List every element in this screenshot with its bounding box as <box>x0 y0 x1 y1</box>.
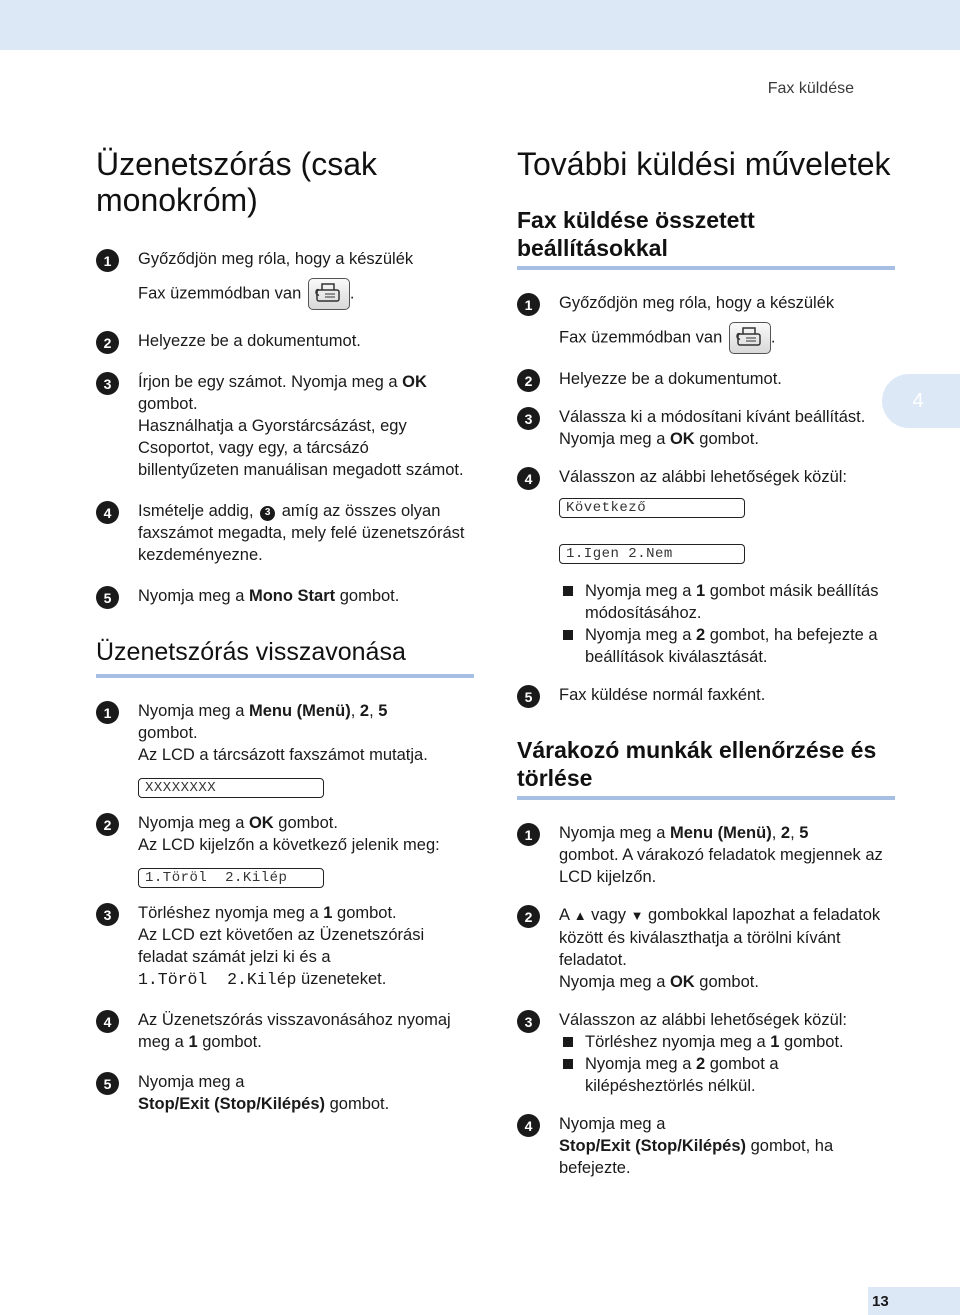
bullet-text: gombot a kilépésheztörlés nélkül. <box>585 1055 779 1095</box>
step-text: gombokkal lapozhat a feladatok között és kiválaszthatja a törölni kívánt feladatot. <box>559 906 881 969</box>
key-name: 2 <box>695 626 706 644</box>
step-text: Válasszon az alábbi lehetőségek közül: <box>559 1011 848 1029</box>
key-name: 5 <box>799 824 809 842</box>
step-text: Nyomja meg a <box>138 814 249 832</box>
key-name: Stop/Exit (Stop/Kilépés) <box>559 1137 747 1155</box>
step-text: gombot. <box>138 395 198 413</box>
left-step-3 <box>96 371 474 481</box>
right-step-3 <box>517 406 895 450</box>
step-text: . <box>770 328 776 347</box>
lcd-display: 1.Igen 2.Nem <box>559 544 745 564</box>
step-reference: 3 <box>260 506 275 521</box>
top-band <box>0 0 960 50</box>
section-title-cancel-broadcast: Üzenetszórás visszavonása <box>96 637 474 678</box>
step-text: Helyezze be a dokumentumot. <box>138 332 361 350</box>
step-number: 5 <box>96 1072 119 1095</box>
step-text: Nyomja meg a <box>138 702 249 720</box>
step-text: Győződjön meg róla, hogy a készülék <box>559 294 835 312</box>
step-number: 5 <box>96 586 119 609</box>
step-text: gombot. A várakozó feladatok megjennek az LCD kijelzőn. <box>559 846 883 886</box>
step-text: Az LCD kijelzőn a következő jelenik meg: <box>138 836 440 854</box>
down-arrow-icon: ▼ <box>630 908 644 923</box>
right-step-1 <box>517 292 895 354</box>
option-bullet <box>559 1031 895 1053</box>
key-name: OK <box>669 430 695 448</box>
key-name: Stop/Exit (Stop/Kilépés) <box>138 1095 326 1113</box>
step-text: üzeneteket. <box>296 970 387 988</box>
jobs-step-2 <box>517 904 895 993</box>
bullet-text: Nyomja meg a <box>585 626 696 644</box>
option-bullet <box>559 624 895 668</box>
step-text: . <box>349 284 355 303</box>
step-number: 3 <box>96 372 119 395</box>
left-step-4 <box>96 500 474 566</box>
step-text: gombot. <box>197 1033 262 1051</box>
cancel-step-1 <box>96 700 474 798</box>
step-text: Fax küldése normál faxként. <box>559 686 766 704</box>
option-bullet <box>559 1053 895 1097</box>
step-text: gombot. <box>694 973 759 991</box>
step-text: Írjon be egy számot. Nyomja meg a <box>138 373 403 391</box>
left-column <box>96 146 474 1115</box>
left-step-1 <box>96 248 474 310</box>
step-number: 3 <box>517 407 540 430</box>
bullet-text: Törléshez nyomja meg a <box>585 1033 771 1051</box>
bullet-text: gombot. <box>779 1033 844 1051</box>
cancel-step-5 <box>96 1071 474 1115</box>
step-number: 2 <box>96 331 119 354</box>
fax-mode-icon <box>308 278 350 310</box>
step-number: 4 <box>517 467 540 490</box>
step-text: Törléshez nyomja meg a <box>138 904 324 922</box>
step-number: 1 <box>517 293 540 316</box>
step-text: Az LCD ezt követően az Üzenetszórási feladat számát jelzi ki és a <box>138 926 425 966</box>
jobs-step-4 <box>517 1113 895 1179</box>
step-text: gombot. <box>273 814 338 832</box>
step-text: Használhatja a Gyorstárcsázást, egy Csoportot, vagy egy, a tárcsázó billentyűzeten manuálisan megadott számot. <box>138 417 464 479</box>
step-text: , <box>790 824 800 842</box>
up-arrow-icon: ▲ <box>573 908 587 923</box>
step-number: 3 <box>517 1010 540 1033</box>
step-text: Válasszon az alábbi lehetőségek közül: <box>559 468 848 486</box>
step-text: Nyomja meg a <box>138 1073 245 1091</box>
step-number: 2 <box>96 813 119 836</box>
step-text: vagy <box>586 906 631 924</box>
step-number: 2 <box>517 369 540 392</box>
right-step-4 <box>517 466 895 668</box>
left-step-5 <box>96 585 474 607</box>
step-number: 5 <box>517 685 540 708</box>
key-name: OK <box>402 373 427 391</box>
section-title-broadcast: Üzenetszórás (csak monokróm) <box>96 146 377 218</box>
step-number: 4 <box>96 1010 119 1033</box>
cancel-step-4 <box>96 1009 474 1053</box>
option-bullet <box>559 580 895 624</box>
step-text: Ismételje addig, <box>138 502 259 520</box>
step-text: gombot. <box>335 587 400 605</box>
lcd-display: Következő <box>559 498 745 518</box>
step-text: , <box>771 824 781 842</box>
subsection-title-composite: Fax küldése összetett beállításokkal <box>517 206 895 270</box>
section-title-additional: További küldési műveletek <box>517 146 891 182</box>
step-text: gombot. <box>138 724 198 742</box>
lcd-message: 1.Töröl 2.Kilép <box>138 970 297 989</box>
jobs-step-1 <box>517 822 895 888</box>
step-text: Helyezze be a dokumentumot. <box>559 370 782 388</box>
step-text: Az LCD a tárcsázott faxszámot mutatja. <box>138 746 428 764</box>
step-text: , <box>350 702 360 720</box>
right-step-2 <box>517 368 895 390</box>
step-text: gombot. <box>332 904 397 922</box>
key-name: 1 <box>323 904 333 922</box>
key-name: OK <box>669 973 695 991</box>
step-number: 1 <box>517 823 540 846</box>
step-number: 3 <box>96 903 119 926</box>
step-number: 1 <box>96 249 119 272</box>
step-text: amíg az összes olyan faxszámot megadta, mely felé üzenetszórást kezdeményezne. <box>138 502 465 564</box>
bullet-text: Nyomja meg a <box>585 1055 696 1073</box>
bullet-text: Nyomja meg a <box>585 582 696 600</box>
right-column <box>517 146 895 1179</box>
step-text: Válassza ki a módosítani kívánt beállítást. <box>559 408 866 426</box>
left-step-2 <box>96 330 474 352</box>
key-name: 1 <box>770 1033 780 1051</box>
step-text: Győződjön meg róla, hogy a készülék <box>138 250 414 268</box>
step-text: gombot. <box>325 1095 390 1113</box>
bullet-text: gombot másik beállítás módosításához. <box>585 582 879 622</box>
key-name: Mono Start <box>248 587 336 605</box>
step-text: Fax üzemmódban van <box>559 328 723 347</box>
step-number: 1 <box>96 701 119 724</box>
cancel-step-2 <box>96 812 474 888</box>
subsection-title-pending-jobs: Várakozó munkák ellenőrzése és törlése <box>517 736 895 800</box>
step-text: Nyomja meg a <box>559 1115 666 1133</box>
step-text: Fax üzemmódban van <box>138 284 302 303</box>
step-text: Nyomja meg a <box>559 824 670 842</box>
running-head: Fax küldése <box>767 80 854 97</box>
step-text: gombot. <box>694 430 759 448</box>
jobs-step-3 <box>517 1009 895 1097</box>
step-text: Nyomja meg a <box>138 587 249 605</box>
right-step-5 <box>517 684 895 706</box>
key-name: Menu (Menü) <box>669 824 772 842</box>
key-name: OK <box>248 814 274 832</box>
key-name: 2 <box>780 824 791 842</box>
page-number: 13 <box>868 1287 960 1315</box>
lcd-display: XXXXXXXX <box>138 778 324 798</box>
step-text: gombot, ha befejezte. <box>559 1137 834 1177</box>
step-text: A <box>559 906 574 924</box>
key-name: 5 <box>378 702 388 720</box>
cancel-step-3 <box>96 902 474 991</box>
step-text: , <box>369 702 379 720</box>
step-number: 2 <box>517 905 540 928</box>
key-name: 1 <box>188 1033 198 1051</box>
step-number: 4 <box>517 1114 540 1137</box>
key-name: Menu (Menü) <box>248 702 351 720</box>
step-number: 4 <box>96 501 119 524</box>
step-text: Nyomja meg a <box>559 973 670 991</box>
step-text: Nyomja meg a <box>559 430 670 448</box>
bullet-text: gombot, ha befejezte a beállítások kiválasztását. <box>585 626 878 666</box>
fax-mode-icon <box>729 322 771 354</box>
key-name: 2 <box>359 702 370 720</box>
step-text: Az Üzenetszórás visszavonásához nyomaj meg a <box>138 1011 451 1051</box>
key-name: 1 <box>695 582 706 600</box>
key-name: 2 <box>695 1055 706 1073</box>
chapter-number: 4 <box>912 389 924 412</box>
lcd-display: 1.Töröl 2.Kilép <box>138 868 324 888</box>
